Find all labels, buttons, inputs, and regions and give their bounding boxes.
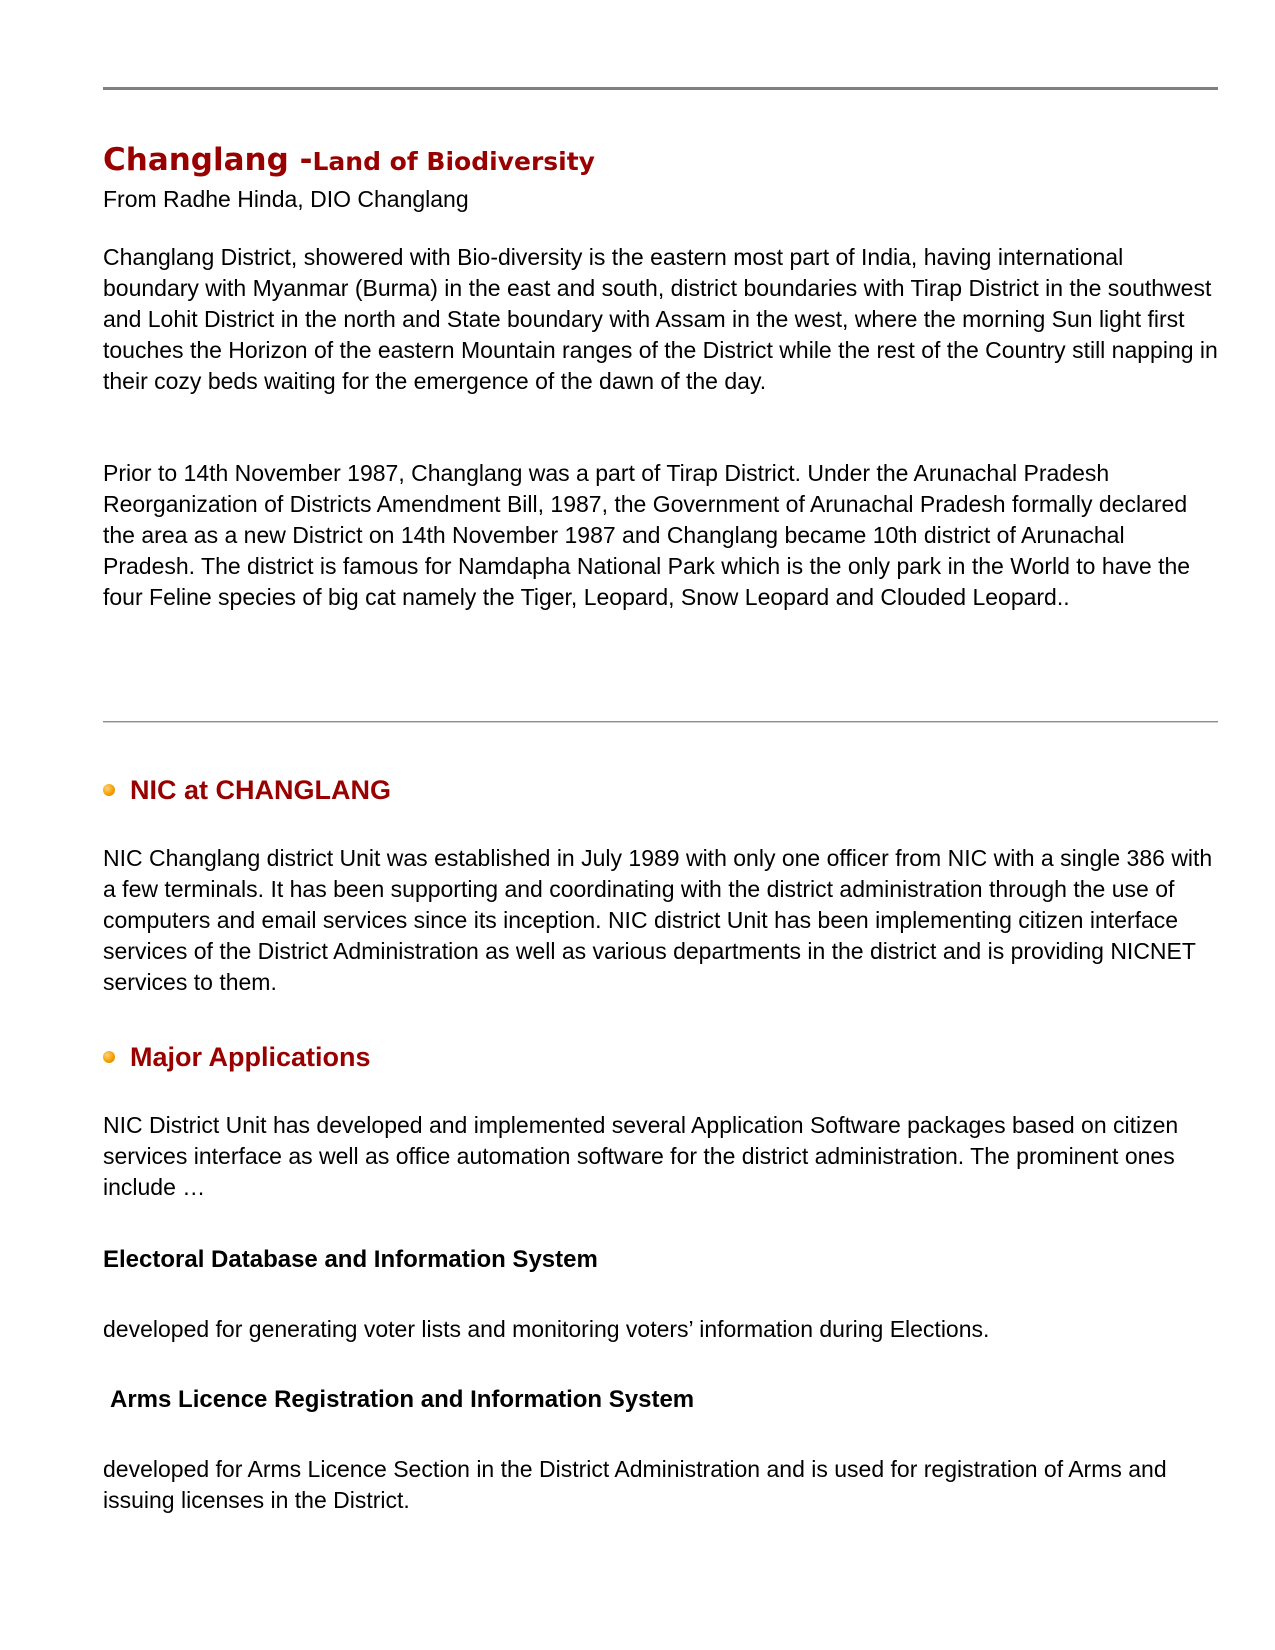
applications-heading-text: Major Applications — [130, 1042, 371, 1072]
application-title: Arms Licence Registration and Information System — [110, 1386, 695, 1413]
application-title: Electoral Database and Information System — [103, 1246, 598, 1273]
top-divider — [103, 87, 1218, 90]
title-main: Changlang - — [103, 142, 313, 178]
byline: From Radhe Hinda, DIO Changlang — [103, 186, 469, 212]
title-subtitle: Land of Biodiversity — [312, 147, 595, 176]
nic-section-heading — [103, 774, 391, 806]
bullet-icon — [103, 1051, 115, 1063]
bullet-icon — [103, 784, 115, 796]
applications-section-heading — [103, 1041, 371, 1073]
nic-heading-text: NIC at CHANGLANG — [130, 775, 391, 805]
nic-paragraph: NIC Changlang district Unit was established in July 1989 with only one officer from NIC with a single 386 with a few terminals. It has been supporting and coordinating with the district administration through the use of computers and email services since its inception. NIC district Unit has been implementing citizen interface services of the District Administration as well as various departments in the district and is providing NICNET services to them. — [103, 845, 1213, 995]
intro-paragraph-1: Changlang District, showered with Bio-diversity is the eastern most part of India, having international boundary with Myanmar (Burma) in the east and south, district boundaries with Tirap District in the southwest and Lohit District in the north and State boundary with Assam in the west, where the morning Sun light first touches the Horizon of the eastern Mountain ranges of the District while the rest of the Country still napping in their cozy beds waiting for the emergence of the dawn of the day. — [103, 244, 1218, 394]
applications-intro: NIC District Unit has developed and implemented several Application Software packages based on citizen services interface as well as office automation software for the district administration. The prominent ones include … — [103, 1112, 1179, 1200]
page-title — [103, 143, 595, 176]
application-description: developed for generating voter lists and monitoring voters’ information during Elections. — [103, 1316, 990, 1342]
application-description: developed for Arms Licence Section in the District Administration and is used for registration of Arms and issuing licenses in the District. — [103, 1456, 1167, 1513]
intro-paragraph-2: Prior to 14th November 1987, Changlang was a part of Tirap District. Under the Arunachal Pradesh Reorganization of Districts Amendment Bill, 1987, the Government of Arunachal Pradesh formally declared the area as a new District on 14th November 1987 and Changlang became 10th district of Arunachal Pradesh. The district is famous for Namdapha National Park which is the only park in the World to have the four Feline species of big cat namely the Tiger, Leopard, Snow Leopard and Clouded Leopard.. — [103, 460, 1191, 610]
section-divider — [103, 721, 1218, 723]
